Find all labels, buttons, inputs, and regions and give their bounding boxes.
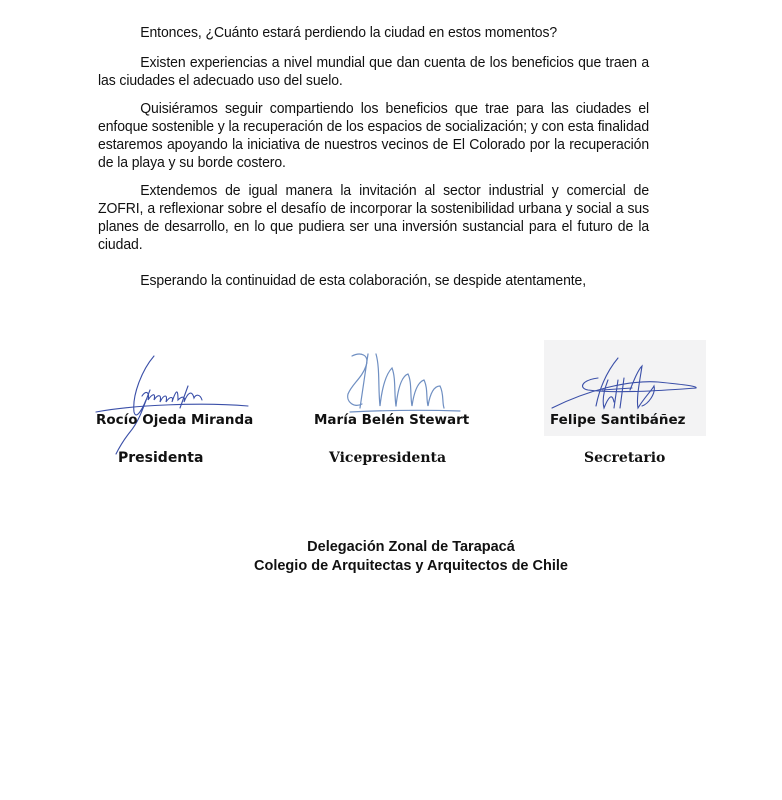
paragraph-sustainability: Quisiéramos seguir compartiendo los beneficios que trae para las ciudades el enfoque sostenible y la recuperación de los espacios de socialización; y con esta finalidad estaremos apoyando la iniciativa de nuestros vecinos de El Colorado por la recuperación de la playa y su borde costero. (98, 101, 650, 171)
organization-delegation: Delegación Zonal de Tarapacá (307, 539, 515, 555)
paragraph-experiences: Existen experiencias a nivel mundial que dan cuenta de los beneficios que traen a las ciudades el adecuado uso del suelo. (98, 55, 650, 89)
closing-line: Esperando la continuidad de esta colaboración, se despide atentamente, (140, 273, 587, 289)
organization-college: Colegio de Arquitectas y Arquitectos de Chile (254, 558, 568, 574)
signatory-name-felipe: Felipe Santibáñez (550, 412, 686, 428)
signatory-role-presidenta: Presidenta (118, 450, 204, 466)
signatory-role-secretario: Secretario (584, 450, 666, 466)
paragraph-question: Entonces, ¿Cuánto estará perdiendo la ciudad en estos momentos? (140, 25, 558, 41)
signature-rocio-ojeda (92, 350, 252, 460)
signatory-name-rocio: Rocío Ojeda Miranda (96, 412, 254, 428)
paragraph-zofri: Extendemos de igual manera la invitación al sector industrial y comercial de ZOFRI, a reflexionar sobre el desafío de incorporar la sostenibilidad urbana y social a sus planes de desarrollo, en lo que pudiera ser una inversión sustancial para el futuro de la ciudad. (98, 183, 650, 253)
signatory-role-vicepresidenta: Vicepresidenta (329, 450, 447, 466)
signatory-name-maria: María Belén Stewart (314, 412, 470, 428)
signature-maria-stewart (340, 348, 470, 418)
